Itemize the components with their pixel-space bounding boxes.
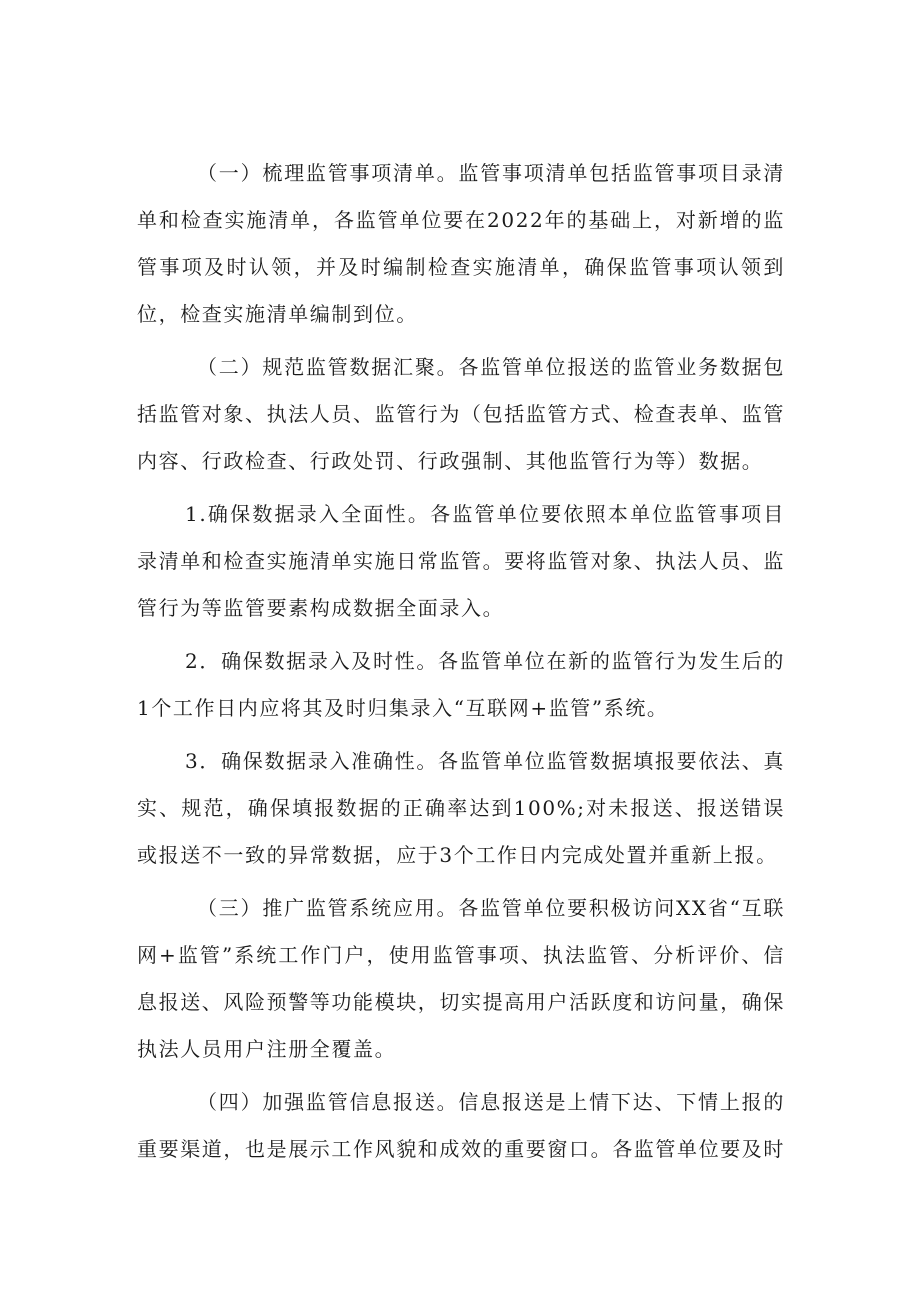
paragraph-item-1: 1.确保数据录入全面性。各监管单位要依照本单位监管事项目录清单和检查实施清单实施日常监管。要将监管对象、执法人员、监管行为等监管要素构成数据全面录入。 (137, 502, 785, 620)
paragraph-item-3: 3．确保数据录入准确性。各监管单位监管数据填报要依法、真实、规范，确保填报数据的正确率达到100%;对未报送、报送错误或报送不一致的异常数据，应于3个工作日内完成处置并重新上报。 (137, 749, 785, 867)
paragraph-section-1: （一）梳理监管事项清单。监管事项清单包括监管事项目录清单和检查实施清单，各监管单位要在2022年的基础上，对新增的监管事项及时认领，并及时编制检查实施清单，确保监管事项认领到位，检查实施清单编制到位。 (137, 161, 785, 326)
paragraph-section-4: （四）加强监管信息报送。信息报送是上情下达、下情上报的重要渠道，也是展示工作风貌和成效的重要窗口。各监管单位要及时 (137, 1090, 785, 1161)
paragraph-section-3: （三）推广监管系统应用。各监管单位要积极访问XX省“互联网+监管”系统工作门户，使用监管事项、执法监管、分析评价、信息报送、风险预警等功能模块，切实提高用户活跃度和访问量，确保执法人员用户注册全覆盖。 (137, 896, 785, 1061)
document-body (137, 150, 785, 1179)
paragraph-item-2: 2．确保数据录入及时性。各监管单位在新的监管行为发生后的1个工作日内应将其及时归集录入“互联网+监管”系统。 (137, 649, 785, 720)
paragraph-section-2: （二）规范监管数据汇聚。各监管单位报送的监管业务数据包括监管对象、执法人员、监管行为（包括监管方式、检查表单、监管内容、行政检查、行政处罚、行政强制、其他监管行为等）数据。 (137, 355, 785, 473)
